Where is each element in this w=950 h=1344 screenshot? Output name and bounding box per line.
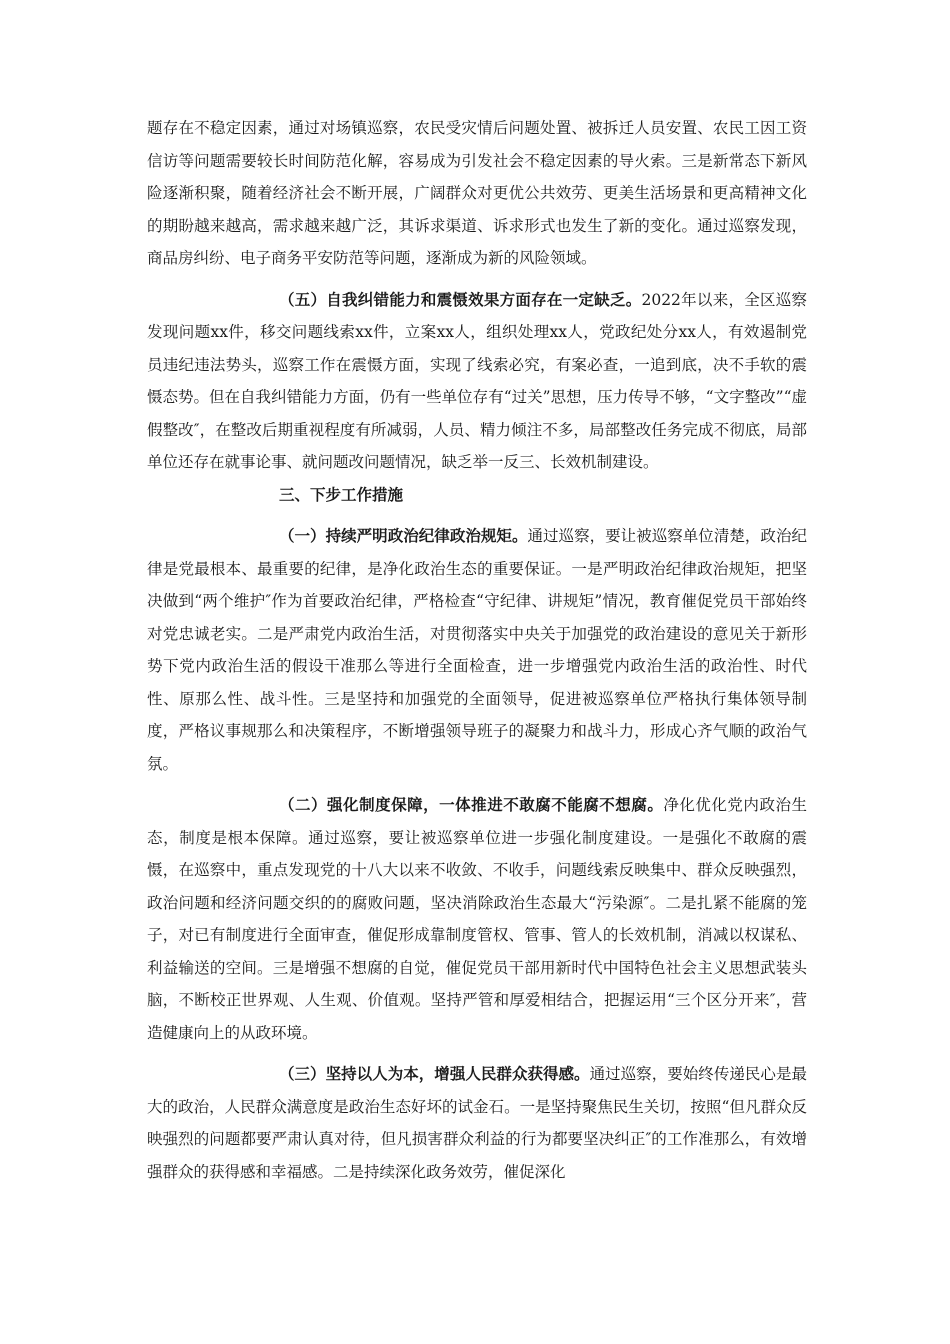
paragraph-measure-three (147, 1058, 807, 1188)
section-heading-three: 三、下步工作措施 (279, 484, 404, 504)
paragraph-body: 题存在不稳定因素，通过对场镇巡察，农民受灾情后问题处置、被拆迁人员安置、农民工因工资信访等问题需要较长时间防范化解，容易成为引发社会不稳定因素的导火索。三是新常态下新风险逐渐积聚，随着经济社会不断开展，广阔群众对更优公共效劳、更美生活场景和更高精神文化的期盼越来越高，需求越来越广泛，其诉求渠道、诉求形式也发生了新的变化。通过巡察发现，商品房纠纷、电子商务平安防范等问题，逐渐成为新的风险领域。 (147, 119, 807, 267)
paragraph-continued (147, 112, 807, 275)
paragraph-measure-one (147, 520, 807, 780)
paragraph-lead: （五）自我纠错能力和震慑效果方面存在一定缺乏。 (279, 289, 642, 309)
paragraph-body: 通过巡察，要始终传递民心是最大的政治，人民群众满意度是政治生态好坏的试金石。一是坚持聚焦民生关切，按照“但凡群众反映强烈的问题都要严肃认真对待，但凡损害群众利益的行为都要坚决纠正″的工作准那么，有效增强群众的获得感和幸福感。二是持续深化政务效劳，催促深化 (147, 1065, 807, 1181)
paragraph-body: 2022年以来，全区巡察发现问题xx件，移交问题线索xx件，立案xx人，组织处理xx人，党政纪处分xx人，有效遏制党员违纪违法势头，巡察工作在震慑方面，实现了线索必究，有案必查，一追到底，决不手软的震慑态势。但在自我纠错能力方面，仍有一些单位存有“过关”思想，压力传导不够，“文字整改”“虚假整改″，在整改后期重视程度有所减弱，人员、精力倾注不多，局部整改任务完成不彻底，局部单位还存在就事论事、就问题改问题情况，缺乏举一反三、长效机制建设。 (147, 290, 807, 471)
paragraph-body: 通过巡察，要让被巡察单位清楚，政治纪律是党最根本、最重要的纪律，是净化政治生态的重要保证。一是严明政治纪律政治规矩，把坚决做到“两个维护″作为首要政治纪律，严格检查“守纪律、讲规矩”情况，教育催促党员干部始终对党忠诚老实。二是严肃党内政治生活，对贯彻落实中央关于加强党的政治建设的意见关于新形势下党内政治生活的假设干准那么等进行全面检查，进一步增强党内政治生活的政治性、时代性、原那么性、战斗性。三是坚持和加强党的全面领导，促进被巡察单位严格执行集体领导制度，严格议事规那么和决策程序，不断增强领导班子的凝聚力和战斗力，形成心齐气顺的政治气氛。 (147, 527, 807, 773)
paragraph-lead: （一）持续严明政治纪律政治规矩。 (279, 526, 528, 545)
paragraph-lead: （三）坚持以人为本，增强人民群众获得感。 (279, 1064, 590, 1083)
paragraph-section-five (147, 284, 807, 479)
paragraph-measure-two (147, 789, 807, 1049)
paragraph-lead: （二）强化制度保障，一体推进不敢腐不能腐不想腐。 (279, 795, 664, 814)
paragraph-body: 净化优化党内政治生态，制度是根本保障。通过巡察，要让被巡察单位进一步强化制度建设。一是强化不敢腐的震慑，在巡察中，重点发现党的十八大以来不收敛、不收手，问题线索反映集中、群众反映强烈，政治问题和经济问题交织的的腐败问题，坚决消除政治生态最大“污染源″。二是扎紧不能腐的笼子，对已有制度进行全面审查，催促形成靠制度管权、管事、管人的长效机制，消减以权谋私、利益输送的空间。三是增强不想腐的自觉，催促党员干部用新时代中国特色社会主义思想武装头脑，不断校正世界观、人生观、价值观。坚持严管和厚爱相结合，把握运用“三个区分开来″，营造健康向上的从政环境。 (147, 796, 807, 1042)
document-page (147, 112, 807, 1188)
